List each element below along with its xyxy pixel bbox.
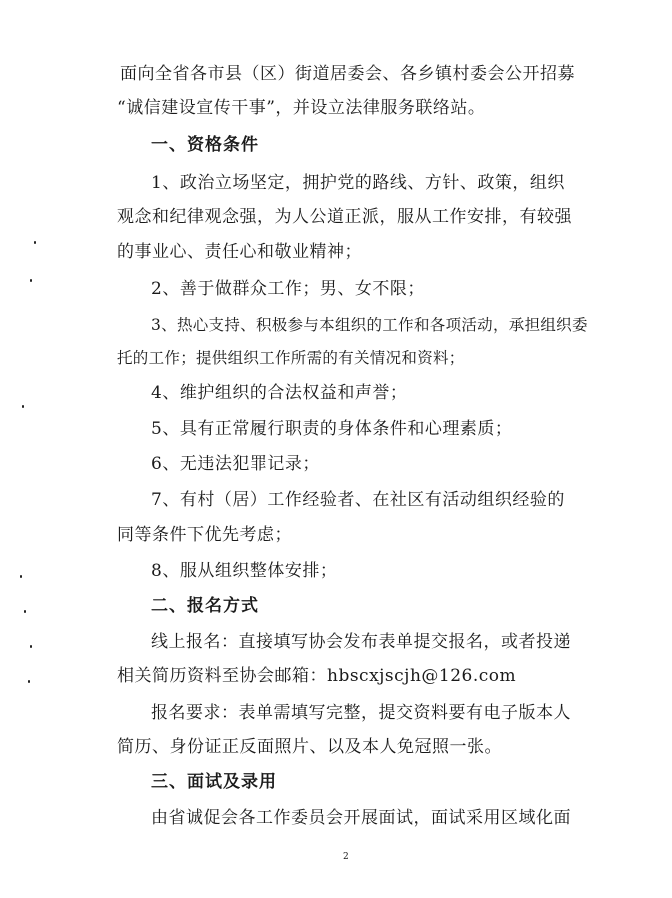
text-line: 2、善于做群众工作；男、女不限； (151, 279, 425, 299)
text-line: 由省诚促会各工作委员会开展面试，面试采用区域化面 (151, 808, 571, 828)
section-heading: 三、面试及录用 (151, 772, 277, 792)
text-line: 托的工作；提供组织工作所需的有关情况和资料； (117, 349, 465, 367)
scan-speck (28, 680, 30, 683)
scan-speck (20, 575, 22, 578)
scan-speck (34, 241, 36, 244)
text-line: 观念和纪律观念强，为人公道正派，服从工作安排，有较强 (117, 207, 572, 227)
text-line: 8、服从组织整体安排； (151, 561, 338, 581)
page-number: 2 (343, 852, 349, 862)
scan-speck (24, 610, 26, 613)
text-line: 简历、身份证正反面照片、以及本人免冠照一张。 (117, 737, 502, 757)
text-line: 面向全省各市县（区）街道居委会、各乡镇村委会公开招募 (120, 64, 575, 84)
section-heading: 二、报名方式 (151, 596, 259, 616)
text-line: 5、具有正常履行职责的身体条件和心理素质； (151, 419, 513, 439)
text-line: “诚信建设宣传干事”，并设立法律服务联络站。 (117, 98, 486, 118)
text-line: 4、维护组织的合法权益和声誉； (151, 383, 408, 403)
text-line: 1、政治立场坚定，拥护党的路线、方针、政策，组织 (151, 173, 565, 193)
section-heading: 一、资格条件 (151, 135, 259, 155)
scan-speck (30, 279, 32, 282)
scan-speck (22, 405, 24, 408)
text-line: 7、有村（居）工作经验者、在社区有活动组织经验的 (151, 490, 565, 510)
text-line: 报名要求：表单需填写完整，提交资料要有电子版本人 (151, 703, 571, 723)
text-line: 线上报名：直接填写协会发布表单提交报名，或者投递 (151, 632, 571, 652)
text-line: 6、无违法犯罪记录； (151, 454, 320, 474)
scan-speck (30, 645, 32, 648)
text-line: 的事业心、责任心和敬业精神； (117, 242, 362, 262)
text-line: 相关简历资料至协会邮箱：hbscxjscjh@126.com (117, 666, 517, 686)
text-line: 3、热心支持、积极参与本组织的工作和各项活动，承担组织委 (151, 316, 588, 334)
text-line: 同等条件下优先考虑； (117, 525, 292, 545)
